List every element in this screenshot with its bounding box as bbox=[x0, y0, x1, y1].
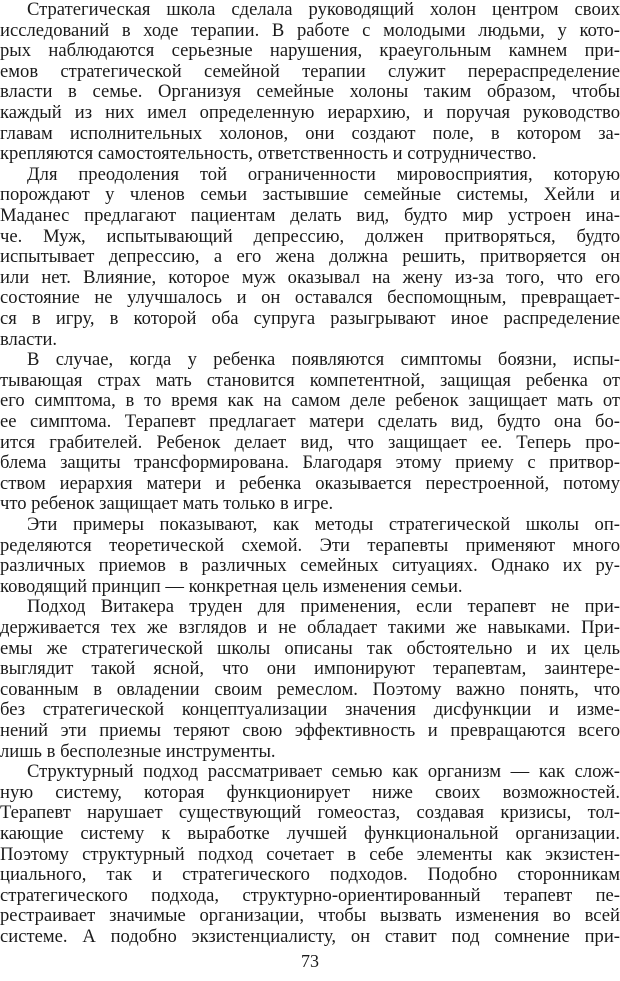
text-line: ится грабителей. Ребенок делает вид, что защищает ее. Теперь про- bbox=[0, 431, 620, 453]
text-line: Эти примеры показывают, как методы стратегической школы оп- bbox=[27, 514, 620, 535]
text-line: емы же стратегической школы описаны так обстоятельно и их цель bbox=[0, 637, 620, 659]
text-line: испытывает депрессию, а его жена должна решить, притворяется он bbox=[0, 246, 620, 268]
text-line: различных приемов в различных семейных ситуациях. Однако их ру- bbox=[0, 555, 620, 577]
text-line: ее симптома. Терапевт предлагает матери сделать вид, будто она бо- bbox=[0, 411, 620, 432]
text-line: емов стратегической семейной терапии служит перераспределение bbox=[0, 60, 620, 82]
text-line: циального, так и стратегического подходов. Подобно сторонникам bbox=[0, 864, 620, 886]
text-line: ную систему, которая функционирует ниже своих возможностей. bbox=[0, 781, 620, 803]
text-line: Подход Витакера труден для применения, если терапевт не при- bbox=[27, 596, 620, 618]
text-line: стратегического подхода, структурно-ориентированный терапевт пе- bbox=[0, 884, 620, 906]
text-line: рестраивает значимые организации, чтобы вызвать изменения во всей bbox=[0, 905, 620, 927]
text-line: блема защиты трансформирована. Благодаря этому приему с притвор- bbox=[0, 452, 620, 474]
text-line: ством иерархия матери и ребенка оказывается перестроенной, потому bbox=[0, 472, 620, 494]
text-line: тывающая страх мать становится компетентной, защищая ребенка от bbox=[0, 369, 620, 391]
text-line: исследований в ходе терапии. В работе с молодыми людьми, у кото- bbox=[0, 19, 620, 41]
text-line: ся в игру, в которой оба супруга разыгрывают иное распределение bbox=[0, 308, 620, 329]
text-line: системе. А подобно экзистенциалисту, он ставит под сомнение при- bbox=[0, 926, 620, 947]
text-line: его симптома, в то время как на самом деле ребенок защищает мать от bbox=[0, 390, 620, 412]
text-line: Структурный подход рассматривает семью как организм — как слож- bbox=[27, 761, 620, 783]
text-line: Для преодоления той ограниченности мировосприятия, которую bbox=[27, 163, 620, 185]
text-line: власти. bbox=[0, 328, 58, 350]
text-line: каждый из них имел определенную иерархию, и поручая руководство bbox=[0, 102, 620, 123]
text-line: кающие систему к выработке лучшей функциональной организации. bbox=[0, 823, 620, 844]
text-line: ководящий принцип — конкретная цель изменения семьи. bbox=[0, 575, 463, 597]
text-line: порождают у членов семьи застывшие семейные системы, Хейли и bbox=[0, 184, 620, 206]
text-line: крепляются самостоятельность, ответственность и сотрудничество. bbox=[0, 143, 537, 165]
page-number: 73 bbox=[301, 951, 319, 971]
text-line: Терапевт нарушает существующий гомеостаз, создавая кризисы, тол- bbox=[0, 802, 620, 824]
text-line: что ребенок защищает мать только в игре. bbox=[0, 493, 334, 515]
text-line: Поэтому структурный подход сочетает в себе элементы как экзистен- bbox=[0, 843, 620, 865]
text-line: Маданес предлагают пациентам делать вид, будто мир устроен ина- bbox=[0, 205, 620, 226]
text-line: нений эти приемы теряют свою эффективность и превращаются всего bbox=[0, 720, 620, 741]
text-line: власти в семье. Организуя семейные холоны таким образом, чтобы bbox=[0, 81, 620, 103]
text-line: рых наблюдаются серьезные нарушения, краеугольным камнем при- bbox=[0, 40, 620, 62]
text-line: держивается тех же взглядов и не обладает такими же навыками. При- bbox=[0, 617, 620, 638]
text-line: или нет. Влияние, которое муж оказывал на жену из-за того, что его bbox=[0, 266, 620, 288]
text-line: главам исполнительных холонов, они создают поле, в котором за- bbox=[0, 122, 620, 144]
text-line: без стратегической концептуализации значения дисфункции и изме- bbox=[0, 699, 620, 721]
text-line: Стратегическая школа сделала руководящий холон центром своих bbox=[27, 0, 620, 20]
text-line: В случае, когда у ребенка появляются симптомы боязни, испы- bbox=[27, 349, 620, 371]
text-line: че. Муж, испытывающий депрессию, должен притворяться, будто bbox=[0, 225, 620, 247]
text-line: состояние не улучшалось и он оставался беспомощным, превращает- bbox=[0, 287, 620, 309]
text-line: выглядит такой ясной, что они импонируют терапевтам, заинтере- bbox=[0, 658, 620, 680]
text-line: сованным в овладении своим ремеслом. Поэтому важно понять, что bbox=[0, 678, 620, 700]
text-line: лишь в бесполезные инструменты. bbox=[0, 740, 276, 762]
text-line: ределяются теоретической схемой. Эти терапевты применяют много bbox=[0, 534, 620, 556]
